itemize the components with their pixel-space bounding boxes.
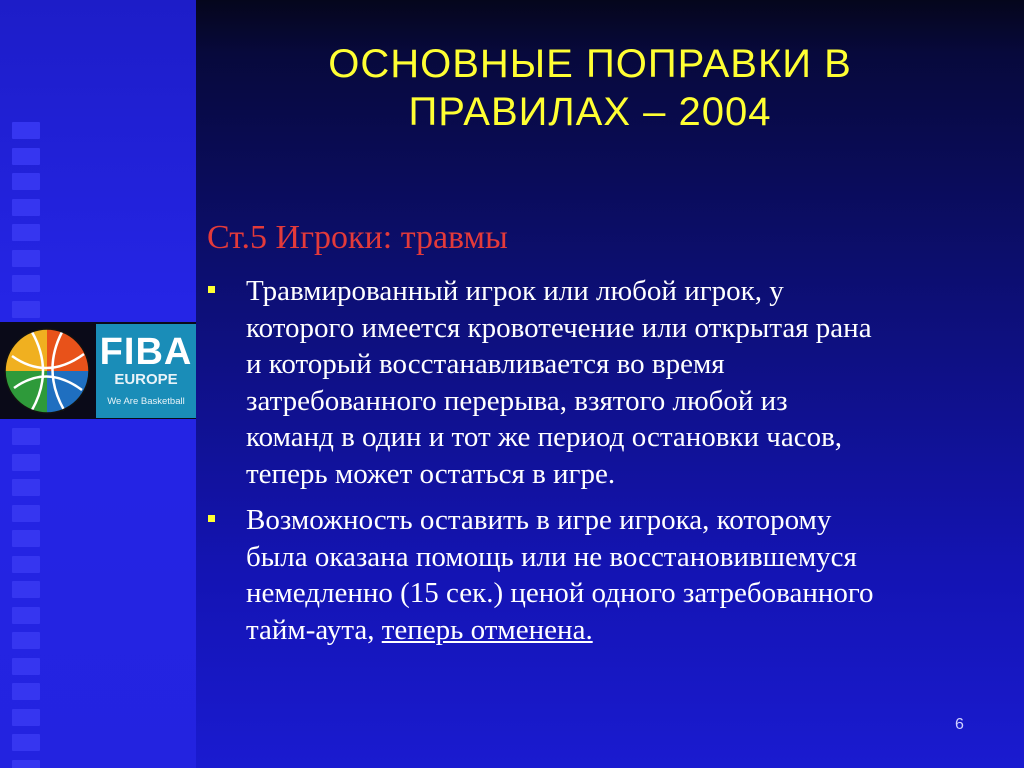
title-line-2: ПРАВИЛАХ – 2004 <box>408 90 772 134</box>
bullet-line-last <box>246 612 998 649</box>
bullet-line: была оказана помощь или не восстановившемуся <box>246 540 857 573</box>
decorative-square <box>12 275 40 292</box>
title-line-1: ОСНОВНЫЕ ПОПРАВКИ В <box>328 42 852 86</box>
decorative-square <box>12 607 40 624</box>
bullet-line: команд в один и тот же период остановки часов, <box>246 421 843 453</box>
decorative-square <box>12 122 40 139</box>
decorative-square <box>12 148 40 165</box>
bullet-line: которого имеется кровотечение или открытая рана <box>246 311 872 344</box>
decorative-square <box>12 505 40 522</box>
decorative-square <box>12 760 40 768</box>
decorative-square <box>12 658 40 675</box>
square-bullet-icon <box>208 515 215 522</box>
bullet-text-1 <box>246 273 998 492</box>
decorative-square <box>12 250 40 267</box>
decorative-square <box>12 224 40 241</box>
decorative-square <box>12 556 40 573</box>
bullet-line: Травмированный игрок или любой игрок, у <box>246 275 784 307</box>
decorative-square <box>12 530 40 547</box>
decorative-square <box>12 683 40 700</box>
decorative-square <box>12 632 40 649</box>
logo-region: EUROPE <box>114 371 178 388</box>
slide-title <box>250 40 930 136</box>
bullet-line: немедленно (15 сек.) ценой одного затребованного <box>246 577 874 609</box>
decorative-square <box>12 709 40 726</box>
decorative-square <box>12 581 40 598</box>
square-bullet-icon <box>208 286 215 293</box>
page-number: 6 <box>955 716 964 733</box>
logo-tagline: We Are Basketball <box>107 396 185 407</box>
decorative-square <box>12 199 40 216</box>
bullet-emphasis: теперь отменена. <box>381 613 593 646</box>
logo-brand: FIBA <box>99 331 193 373</box>
bullet-line: и который восстанавливается во время <box>246 348 725 380</box>
basketball-logo-icon <box>2 326 92 416</box>
decorative-square <box>12 479 40 496</box>
decorative-square <box>12 301 40 318</box>
bullet-text-2 <box>246 502 998 648</box>
bullet-line: теперь может остаться в игре. <box>246 457 616 490</box>
decorative-square <box>12 173 40 190</box>
slide-subtitle: Ст.5 Игроки: травмы <box>207 219 508 256</box>
bullet-line: затребованного перерыва, взятого любой из <box>246 384 788 417</box>
decorative-square <box>12 734 40 751</box>
decorative-square <box>12 428 40 445</box>
fiba-europe-logo <box>96 324 196 418</box>
decorative-square <box>12 454 40 471</box>
bullet-line: Возможность оставить в игре игрока, которому <box>246 504 832 536</box>
bullet-line: тайм-аута, <box>246 613 382 646</box>
